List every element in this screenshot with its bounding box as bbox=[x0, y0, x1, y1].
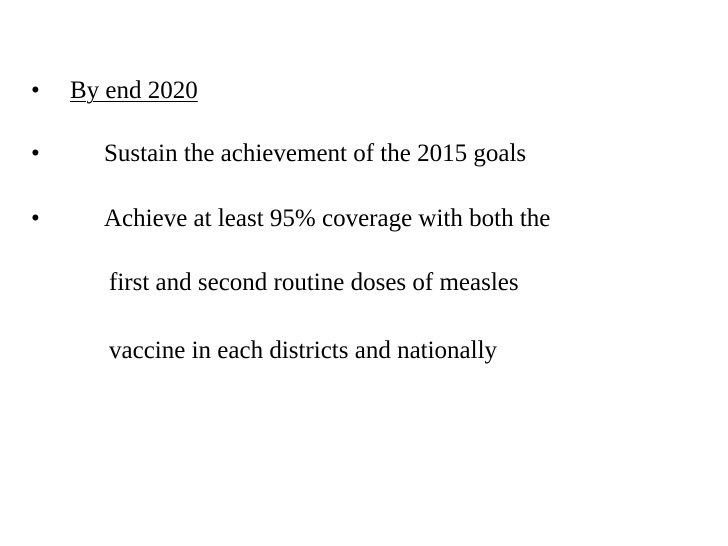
bullet-text-sustain: Sustain the achievement of the 2015 goals bbox=[104, 140, 527, 167]
bullet-text-continuation-2: vaccine in each districts and nationally bbox=[109, 337, 498, 364]
bullet-text-continuation-1: first and second routine doses of measles bbox=[109, 269, 519, 296]
bullet-marker: • bbox=[31, 77, 40, 104]
bullet-marker: • bbox=[31, 140, 40, 167]
bullet-text-achieve: Achieve at least 95% coverage with both the bbox=[104, 205, 551, 232]
bullet-marker: • bbox=[31, 205, 40, 232]
heading-by-end-2020: By end 2020 bbox=[70, 77, 198, 104]
